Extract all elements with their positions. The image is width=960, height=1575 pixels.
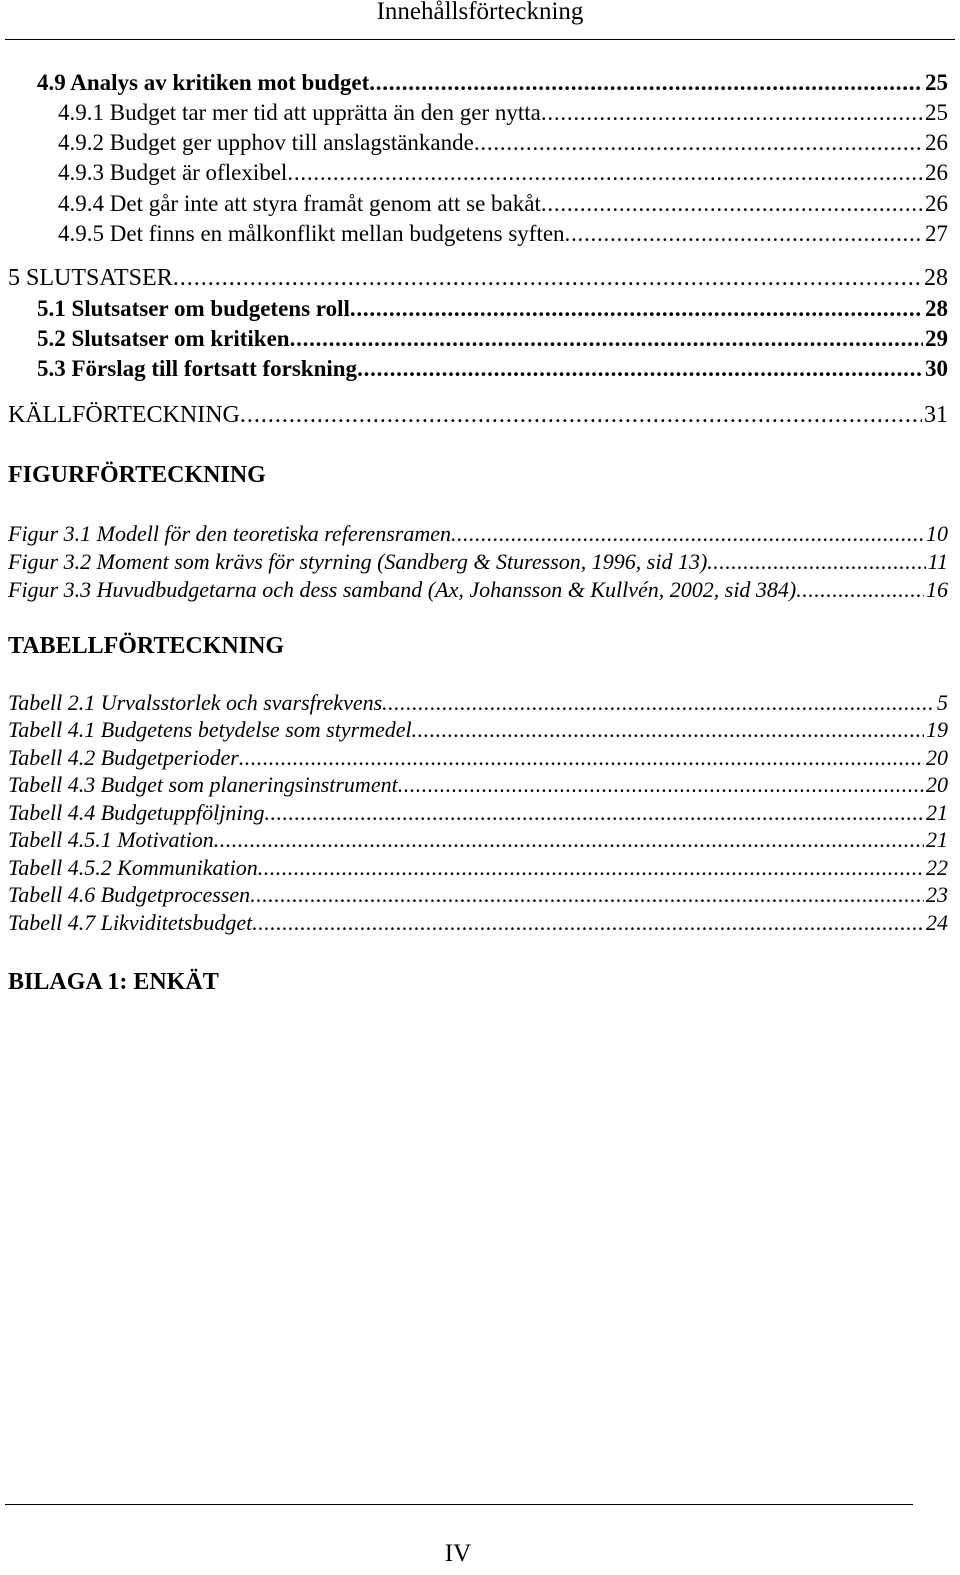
table-entry[interactable] (8, 689, 948, 717)
table-page-number: 5 (937, 690, 948, 715)
table-entry-text: Tabell 4.7 Likviditetsbudget (8, 910, 253, 935)
dot-leader (357, 355, 923, 383)
table-page-number: 20 (926, 745, 948, 770)
dot-leader (451, 520, 924, 548)
toc-entry[interactable] (8, 264, 948, 292)
toc-entry[interactable] (58, 159, 948, 187)
table-page-number: 24 (926, 910, 948, 935)
figure-entry[interactable] (8, 520, 948, 548)
toc-page-number: 29 (925, 326, 948, 351)
dot-leader (287, 159, 923, 187)
footer-rule (5, 1504, 913, 1505)
dot-leader (707, 548, 925, 576)
table-page-number: 22 (926, 855, 948, 880)
dot-leader (252, 909, 924, 937)
toc-entry[interactable] (37, 69, 948, 97)
toc-entry-text: 4.9 Analys av kritiken mot budget (37, 70, 370, 95)
dot-leader (264, 799, 924, 827)
toc-entry-text: 5.3 Förslag till fortsatt forskning (37, 356, 358, 381)
figure-entry[interactable] (8, 548, 948, 576)
toc-page-number: 28 (925, 296, 948, 321)
dot-leader (290, 325, 923, 353)
toc-entry-text: 5.1 Slutsatser om budgetens roll (37, 296, 350, 321)
toc-entry[interactable] (58, 99, 948, 127)
table-entry-text: Tabell 4.5.1 Motivation (8, 827, 214, 852)
table-page-number: 19 (926, 717, 948, 742)
table-entry[interactable] (8, 854, 948, 882)
dot-leader (412, 716, 924, 744)
table-entry[interactable] (8, 716, 948, 744)
dot-leader (541, 190, 923, 218)
figure-entry-text: Figur 3.1 Modell för den teoretiska referensramen (8, 521, 451, 546)
dot-leader (350, 295, 923, 323)
dot-leader (474, 129, 923, 157)
toc-entry[interactable] (37, 355, 948, 383)
table-page-number: 21 (926, 827, 948, 852)
table-entry[interactable] (8, 771, 948, 799)
dot-leader (565, 220, 923, 248)
toc-entry-text: 4.9.4 Det går inte att styra framåt genom att se bakåt (58, 191, 541, 216)
dot-leader (398, 771, 924, 799)
table-page-number: 21 (926, 800, 948, 825)
dot-leader (173, 264, 922, 292)
dot-leader (214, 826, 924, 854)
toc-page-number: 27 (925, 221, 948, 246)
toc-entry[interactable] (58, 190, 948, 218)
toc-page-number: 31 (924, 402, 948, 428)
toc-page-number: 26 (925, 191, 948, 216)
dot-leader (239, 744, 924, 772)
figure-entry-text: Figur 3.3 Huvudbudgetarna och dess samband (Ax, Johansson & Kullvén, 2002, sid 384) (8, 577, 797, 602)
toc-entry-text: 4.9.2 Budget ger upphov till anslagstänkande (58, 130, 474, 155)
figure-list-heading: FIGURFÖRTECKNING (8, 462, 266, 488)
toc-page-number: 30 (925, 356, 948, 381)
table-entry[interactable] (8, 826, 948, 854)
dot-leader (382, 689, 935, 717)
figure-page-number: 10 (926, 521, 948, 546)
figure-page-number: 16 (926, 577, 948, 602)
table-entry-text: Tabell 4.4 Budgetuppföljning (8, 800, 265, 825)
table-entry-text: Tabell 4.6 Budgetprocessen (8, 882, 251, 907)
dot-leader (258, 854, 924, 882)
table-entry[interactable] (8, 799, 948, 827)
table-page-number: 20 (926, 772, 948, 797)
table-entry-text: Tabell 2.1 Urvalsstorlek och svarsfrekvens (8, 690, 383, 715)
page-header-title: Innehållsförteckning (376, 0, 584, 25)
toc-page-number: 26 (925, 160, 948, 185)
table-entry[interactable] (8, 881, 948, 909)
appendix-heading[interactable]: BILAGA 1: ENKÄT (8, 969, 219, 995)
toc-entry[interactable] (37, 325, 948, 353)
table-entry-text: Tabell 4.2 Budgetperioder (8, 745, 239, 770)
toc-entry[interactable] (58, 129, 948, 157)
toc-entry[interactable] (8, 401, 948, 429)
toc-entry-text: 5.2 Slutsatser om kritiken (37, 326, 290, 351)
toc-page-number: 28 (924, 265, 948, 291)
toc-page-number: 26 (925, 130, 948, 155)
toc-entry[interactable] (37, 295, 948, 323)
toc-entry-text: KÄLLFÖRTECKNING (8, 402, 240, 428)
table-entry-text: Tabell 4.3 Budget som planeringsinstrument (8, 772, 398, 797)
toc-entry-text: 4.9.3 Budget är oflexibel (58, 160, 288, 185)
dot-leader (369, 69, 923, 97)
figure-page-number: 11 (927, 549, 948, 574)
table-entry-text: Tabell 4.5.2 Kommunikation (8, 855, 258, 880)
header-rule (5, 39, 955, 40)
toc-entry-text: 4.9.5 Det finns en målkonflikt mellan budgetens syften (58, 221, 565, 246)
page-number: IV (444, 1540, 472, 1567)
toc-page-number: 25 (925, 100, 948, 125)
table-page-number: 23 (926, 882, 948, 907)
table-list-heading: TABELLFÖRTECKNING (8, 633, 285, 659)
dot-leader (240, 401, 922, 429)
toc-page-number: 25 (925, 70, 948, 95)
dot-leader (250, 881, 924, 909)
dot-leader (541, 99, 923, 127)
toc-entry[interactable] (58, 220, 948, 248)
table-entry[interactable] (8, 909, 948, 937)
figure-entry-text: Figur 3.2 Moment som krävs för styrning (Sandberg & Sturesson, 1996, sid 13) (8, 549, 708, 574)
dot-leader (796, 576, 924, 604)
toc-entry-text: 4.9.1 Budget tar mer tid att upprätta än den ger nytta (58, 100, 541, 125)
table-entry[interactable] (8, 744, 948, 772)
figure-entry[interactable] (8, 576, 948, 604)
table-entry-text: Tabell 4.1 Budgetens betydelse som styrmedel (8, 717, 412, 742)
toc-entry-text: 5 SLUTSATSER (8, 265, 173, 291)
